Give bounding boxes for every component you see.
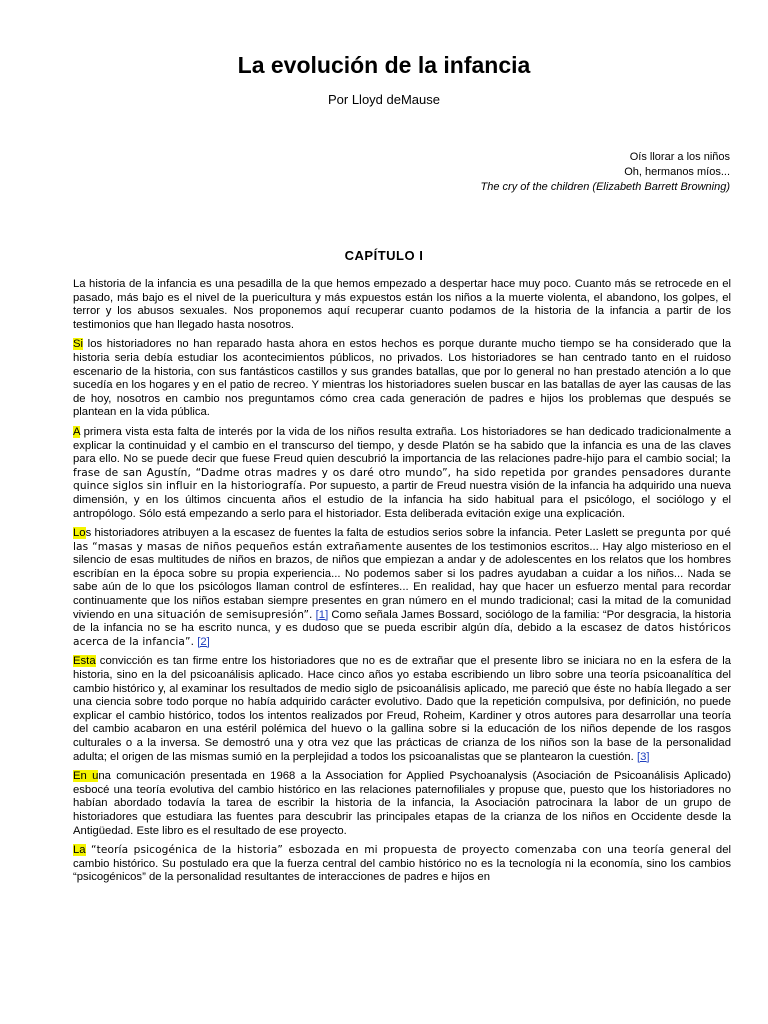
footnote-link-3[interactable]: [3] [636, 750, 650, 763]
text-highlight: A [73, 425, 80, 438]
paragraph-text: los historiadores no han reparado hasta ahora en estos hechos es porque durante mucho tiempo se ha considerado que la historia seria debía estudiar los acontecimientos públicos, no privados. Los historiadores se han centrado tanto en el ruidoso escenario de la historia, con sus fantásticos castillos y sus grandes batallas, que por lo general no han prestado atención a lo que sucedía en los hogares y en el patio de recreo. Y mientras los historiadores suelen buscar en las batallas de ayer las causas de las de hoy, nosotros en cambio nos preguntamos cómo crea cada generación de padres e hijos los problemas que después se plantean en la vida pública. [73, 338, 731, 419]
paragraph-4 [73, 527, 731, 649]
quote-text: datos históricos acerca de la infancia”. [73, 622, 731, 648]
paragraph-1 [73, 278, 731, 332]
footnote-link-1[interactable]: [1] [315, 608, 329, 621]
paragraph-text: del cambio histórico. Su postulado era que la fuerza central del cambio histórico no es la tecnología ni la economía, sino los cambios “psicogénicos” de la personalidad resultantes de interacciones de padres e hijos en [73, 844, 731, 884]
epigraph-source: The cry of the children (Elizabeth Barrett Browning) [480, 181, 730, 193]
document-body [73, 278, 731, 891]
text-highlight: Esta [73, 655, 96, 668]
text-highlight: Lo [73, 527, 86, 540]
text-highlight: La [73, 844, 86, 857]
quote-text: “teoría psicogénica de la historia” esbozada en mi propuesta de proyecto comenzaba con una teoría general [85, 844, 711, 857]
paragraph-text: s historiadores atribuyen a la escasez de fuentes la falta de estudios serios sobre la infancia. Peter Laslett se [85, 527, 637, 540]
text-highlight: En u [73, 770, 99, 783]
quote-text: pregunta por qué las “masas y masas de niños pequeños están extrañamente [73, 527, 731, 553]
author-line: Por Lloyd deMause [327, 92, 440, 107]
paragraph-text: primera vista esta falta de interés por la vida de los niños resulta extraña. Los historiadores se han dedicado tradicionalmente a explicar la continuidad y el cambio en el transcurso del tiempo, y desde Platón se ha sabido que la infancia es una de las claves para ello. No se puede decir que fuese Freud quien descubrió la importancia de las relaciones padre-hijo para el cambio social; [73, 425, 731, 466]
paragraph-7 [73, 844, 731, 885]
epigraph-line-1: Oís llorar a los niños [629, 151, 730, 163]
quote-text: la frase de san Agustín, “Dadme otras madres y os daré otro mundo”, ha sido repetida por grandes pensadores durante quince siglos sin influir en la historiografía. [73, 453, 731, 493]
paragraph-3 [73, 426, 731, 521]
paragraph-2 [73, 338, 731, 420]
paragraph-text: ausentes de los testimonios escritos... Hay algo misterioso en el silencio de esas multitudes de niños en brazos, de niños que empiezan a andar y de adolescentes en los relatos que los hombres escribían en la época sobre su propia experiencia... No podemos saber si los padres ayudaban a cuidar a los niños... Nada se sabe aún de lo que los psicólogos llaman control de esfínteres... En realidad, hay que hacer un esfuerzo mental para recordar continuamente que los niños estaban siempre presentes en gran número en el mundo tradicional; casi la mitad de la comunidad viviendo en [73, 540, 731, 621]
chapter-heading: CAPÍTULO I [344, 248, 424, 263]
paragraph-5 [73, 655, 731, 764]
paragraph-6 [73, 770, 731, 838]
epigraph [481, 150, 730, 195]
document-title: La evolución de la infancia [237, 52, 531, 78]
text-highlight: Si [73, 338, 84, 351]
paragraph-text: convicción es tan firme entre los historiadores que no es de extrañar que el presente libro se iniciara no en la esfera de la historia, sino en la del psicoanálisis aplicado. Hace cinco años yo estaba escribiendo un libro sobre una teoría psicoanalítica del cambio histórico y, al examinar los resultados de medio siglo de psicoanálisis aplicado, me pareció que éste no había llegado a ser una ciencia sobre todo porque no había adquirido carácter evolutivo. Dado que la repetición compulsiva, por definición, no puede explicar el cambio histórico, todos los intentos realizados por Freud, Roheim, Kardiner y otros autores para desarrollar una teoría del cambio acabaron en una estéril polémica del huevo o la gallina sobre si la educación de los niños depende de los rasgos culturales o a la inversa. Se demostró una y otra vez que las prácticas de crianza de los niños son la base de la personalidad adulta; el origen de las mismas sumió en la perplejidad a todos los psicoanalistas que se plantearon la cuestión. [73, 655, 731, 763]
paragraph-text: na comunicación presentada en 1968 a la Association for Applied Psychoanalysis (Asociación de Psicoanálisis Aplicado) esbocé una teoría evolutiva del cambio histórico en las relaciones paternofiliales y propuse que, puesto que los historiadores no habían abordado todavía la tarea de escribir la historia de la infancia, la Asociación patrocinara la labor de un grupo de historiadores que estudiara las fuentes para descubrir las principales etapas de la crianza de los niños en Occidente desde la Antigüedad. Este libro es el resultado de ese proyecto. [73, 770, 731, 837]
footnote-link-2[interactable]: [2] [197, 635, 210, 648]
paragraph-text: Por supuesto, a partir de Freud nuestra visión de la infancia ha adquirido una nueva dimensión, y en los últimos cincuenta años el estudio de la infancia ha sido habitual para el psicólogo, el sociólogo y el antropólogo. Sólo está empezando a serlo para el historiador. Esta deliberada evitación exige una explicación. [73, 480, 731, 520]
epigraph-line-2: Oh, hermanos míos... [624, 166, 730, 178]
paragraph-text: La historia de la infancia es una pesadilla de la que hemos empezado a despertar hace muy poco. Cuanto más se retrocede en el pasado, más bajo es el nivel de la puericultura y más expuestos están los niños a la muerte violenta, el abandono, los golpes, el terror y los abusos sexuales. Nos proponemos aquí recuperar cuanto podamos de la historia de la infancia a partir de los testimonios que han llegado hasta nosotros. [73, 278, 731, 331]
paragraph-text: Como señala James Bossard, sociólogo de la familia: “Por desgracia, la historia de la infancia no se ha escrito nunca, y es dudoso que se pueda escribir algún día, debido a la escasez de [73, 608, 731, 635]
quote-text: una situación de semisupresión”. [133, 608, 313, 621]
